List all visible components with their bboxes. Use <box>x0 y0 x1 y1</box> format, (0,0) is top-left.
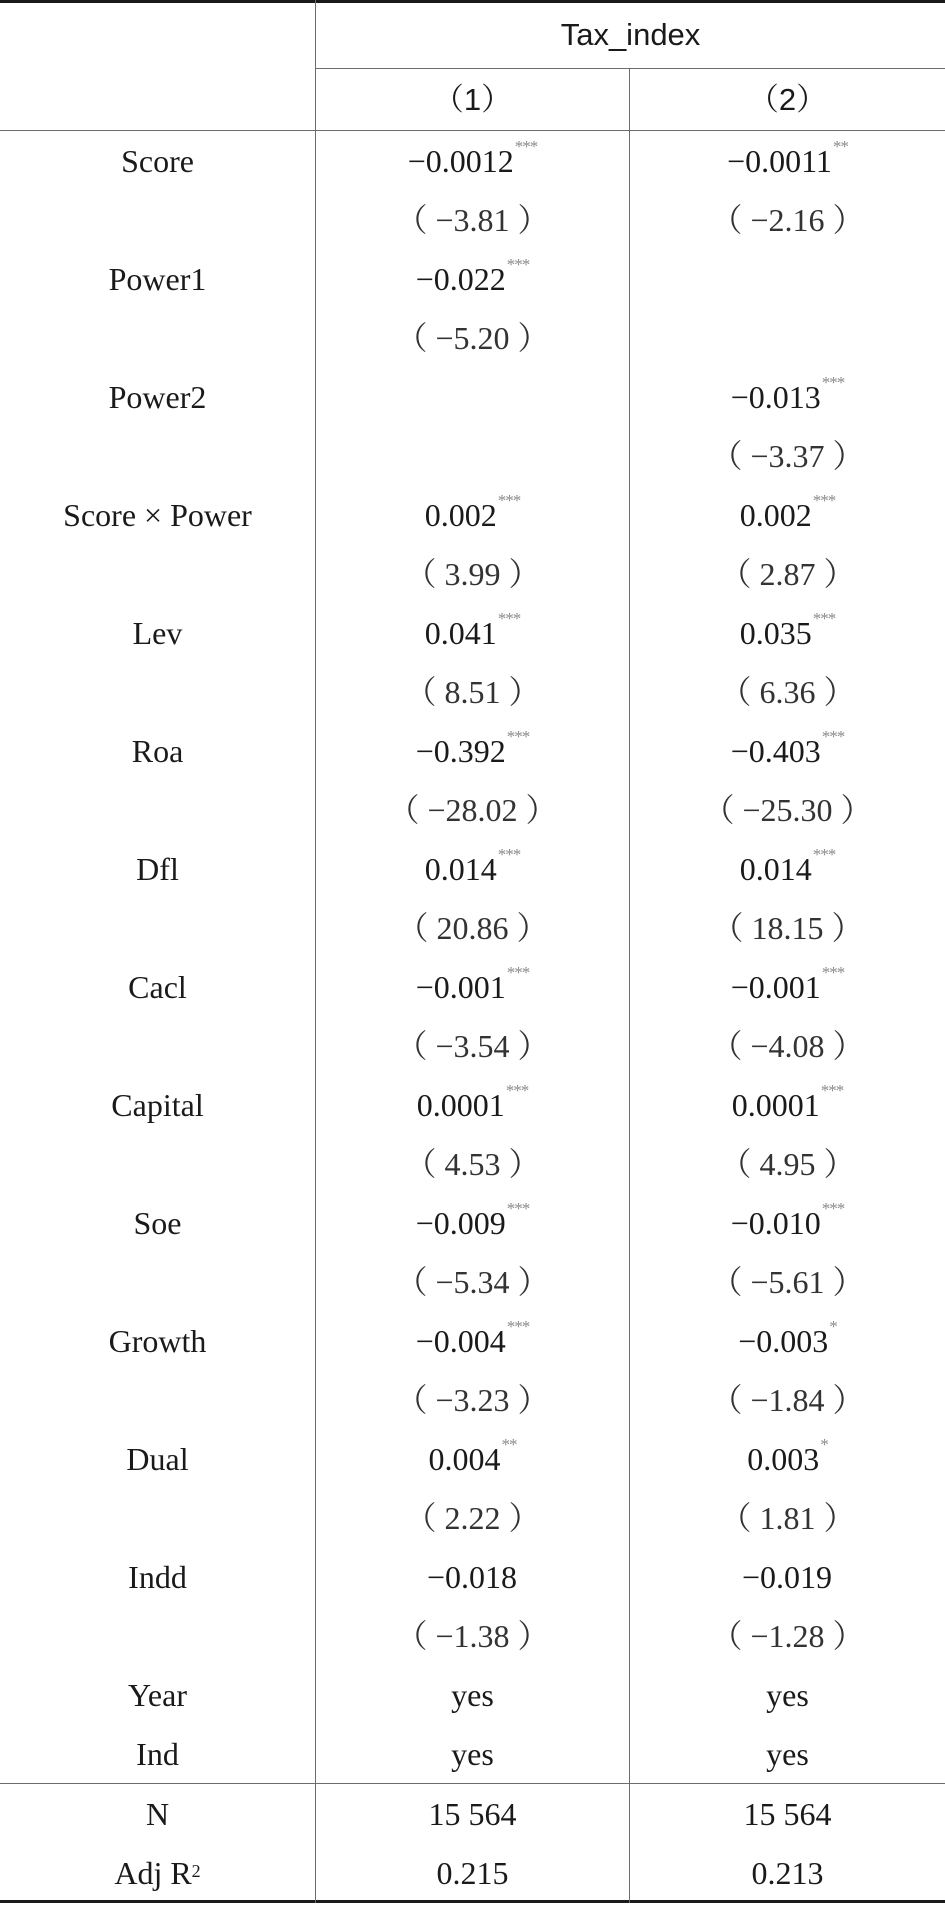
coefficient-value: −0.009 <box>415 1204 506 1241</box>
t-stat-cell-2: （ 18.15 ） <box>711 909 864 946</box>
significance-stars: *** <box>506 963 530 982</box>
coefficient-value: −0.013 <box>730 378 821 415</box>
coefficient-value: −0.001 <box>415 968 506 1005</box>
t-stat-cell-1: （ −5.34 ） <box>395 1263 550 1300</box>
coef-cell-1 <box>316 367 629 426</box>
t-stat-cell-1: （ −3.23 ） <box>395 1381 550 1418</box>
coef-cell-1 <box>316 839 629 898</box>
coef-cell-2 <box>630 839 945 898</box>
row-label: Cacl <box>128 968 187 1005</box>
t-stat-cell-1: （ −1.38 ） <box>395 1617 550 1654</box>
coefficient-value: 0.035 <box>739 614 812 651</box>
coef-cell-1 <box>316 1311 629 1370</box>
row-label: Power2 <box>108 378 207 415</box>
significance-stars: *** <box>821 727 845 746</box>
significance-stars: *** <box>812 845 836 864</box>
significance-stars: * <box>829 1317 837 1336</box>
t-stat-cell-1: （ 3.99 ） <box>404 555 541 592</box>
fixed-effect-label: Ind <box>136 1735 179 1772</box>
significance-stars: *** <box>820 1081 844 1100</box>
coef-cell-2 <box>630 603 945 662</box>
row-label: Score × Power <box>63 496 252 533</box>
row-label: Score <box>121 142 194 179</box>
fixed-effect-cell-1: yes <box>451 1735 494 1772</box>
t-stat-cell-2: （ −4.08 ） <box>710 1027 865 1064</box>
t-stat-cell-1: （ −3.81 ） <box>395 201 550 238</box>
t-stat-cell-1: （ 4.53 ） <box>404 1145 541 1182</box>
footer-cell-2: 0.213 <box>751 1854 824 1891</box>
coefficient-value: 0.003 <box>747 1440 820 1477</box>
footer-cell-2: 15 564 <box>743 1795 832 1832</box>
fixed-effect-cell-1: yes <box>451 1676 494 1713</box>
footer-label-text: N <box>145 1795 170 1832</box>
coef-cell-2 <box>630 485 945 544</box>
coef-cell-2 <box>630 131 945 190</box>
t-stat-cell-2: （ 4.95 ） <box>719 1145 856 1182</box>
footer-label <box>0 1843 315 1902</box>
significance-stars: *** <box>505 1081 529 1100</box>
significance-stars: *** <box>497 609 521 628</box>
coef-cell-1 <box>316 1547 629 1606</box>
fixed-effect-cell-2: yes <box>766 1735 809 1772</box>
fixed-effect-cell-2: yes <box>766 1676 809 1713</box>
coef-cell-1 <box>316 1193 629 1252</box>
t-stat-cell-1: （ 20.86 ） <box>396 909 549 946</box>
significance-stars: *** <box>821 963 845 982</box>
significance-stars: *** <box>497 491 521 510</box>
header-group-title: Tax_index <box>560 16 701 52</box>
coefficient-value: −0.0011 <box>727 142 832 179</box>
t-stat-cell-2: （ 6.36 ） <box>719 673 856 710</box>
footer-label-superscript: 2 <box>191 1860 201 1881</box>
t-stat-cell-1: （ −5.20 ） <box>395 319 550 356</box>
significance-stars: *** <box>812 609 836 628</box>
t-stat-cell-2: （ −5.61 ） <box>710 1263 865 1300</box>
coef-cell-2 <box>630 1429 945 1488</box>
significance-stars: *** <box>506 727 530 746</box>
coefficient-value: −0.004 <box>415 1322 506 1359</box>
significance-stars: ** <box>832 137 848 156</box>
footer-cell-1: 15 564 <box>428 1795 517 1832</box>
t-stat-cell-1: （ 8.51 ） <box>404 673 541 710</box>
t-stat-cell-1: （ −3.54 ） <box>395 1027 550 1064</box>
coefficient-value: 0.0001 <box>731 1086 820 1123</box>
significance-stars: *** <box>514 137 538 156</box>
row-label: Lev <box>132 614 183 651</box>
coef-cell-1 <box>316 721 629 780</box>
significance-stars: *** <box>506 1199 530 1218</box>
t-stat-cell-2: （ −25.30 ） <box>702 791 873 828</box>
coefficient-value: 0.002 <box>739 496 812 533</box>
coef-cell-1 <box>316 1075 629 1134</box>
significance-stars: ** <box>501 1435 517 1454</box>
coef-cell-2 <box>630 957 945 1016</box>
row-label: Indd <box>128 1558 187 1595</box>
row-label: Dfl <box>136 850 179 887</box>
coef-cell-2 <box>630 1075 945 1134</box>
row-label: Roa <box>131 732 184 769</box>
row-label: Soe <box>133 1204 182 1241</box>
header-column-2: （2） <box>747 82 828 117</box>
t-stat-cell-2: （ −3.37 ） <box>710 437 865 474</box>
significance-stars: *** <box>821 1199 845 1218</box>
coefficient-value: −0.019 <box>741 1558 833 1595</box>
coefficient-value: −0.001 <box>730 968 821 1005</box>
coefficient-value: 0.041 <box>424 614 497 651</box>
coef-cell-1 <box>316 603 629 662</box>
coefficient-value: 0.0001 <box>416 1086 505 1123</box>
t-stat-cell-2: （ −1.28 ） <box>710 1617 865 1654</box>
footer-label-text: Adj R <box>114 1854 192 1891</box>
footer-cell-1: 0.215 <box>436 1854 509 1891</box>
coefficient-value: −0.403 <box>730 732 821 769</box>
coefficient-value: −0.022 <box>415 260 506 297</box>
significance-stars: *** <box>506 255 530 274</box>
coef-cell-2 <box>630 721 945 780</box>
t-stat-cell-1 <box>316 426 629 485</box>
coef-cell-2 <box>630 249 945 308</box>
significance-stars: *** <box>812 491 836 510</box>
coef-cell-2 <box>630 367 945 426</box>
coefficient-value: −0.018 <box>426 1558 518 1595</box>
fixed-effect-label: Year <box>128 1676 187 1713</box>
t-stat-cell-2: （ 2.87 ） <box>719 555 856 592</box>
t-stat-cell-1: （ −28.02 ） <box>387 791 558 828</box>
t-stat-cell-2: （ 1.81 ） <box>719 1499 856 1536</box>
coefficient-value: 0.002 <box>424 496 497 533</box>
coef-cell-1 <box>316 957 629 1016</box>
coef-cell-1 <box>316 485 629 544</box>
coef-cell-1 <box>316 131 629 190</box>
significance-stars: *** <box>506 1317 530 1336</box>
coefficient-value: 0.014 <box>739 850 812 887</box>
significance-stars: *** <box>821 373 845 392</box>
coefficient-value: −0.010 <box>730 1204 821 1241</box>
footer-label <box>0 1784 315 1843</box>
coefficient-value: 0.004 <box>428 1440 501 1477</box>
coef-cell-1 <box>316 1429 629 1488</box>
coefficient-value: −0.003 <box>738 1322 829 1359</box>
t-stat-cell-2 <box>630 308 945 367</box>
t-stat-cell-2: （ −1.84 ） <box>710 1381 865 1418</box>
coefficient-value: −0.392 <box>415 732 506 769</box>
t-stat-cell-1: （ 2.22 ） <box>404 1499 541 1536</box>
coefficient-value: −0.0012 <box>407 142 514 179</box>
coef-cell-2 <box>630 1547 945 1606</box>
coef-cell-2 <box>630 1311 945 1370</box>
row-label: Growth <box>108 1322 207 1359</box>
row-label: Dual <box>126 1440 189 1477</box>
significance-stars: *** <box>497 845 521 864</box>
t-stat-cell-2: （ −2.16 ） <box>710 201 865 238</box>
coef-cell-1 <box>316 249 629 308</box>
row-label: Capital <box>111 1086 204 1123</box>
significance-stars: * <box>820 1435 828 1454</box>
coef-cell-2 <box>630 1193 945 1252</box>
coefficient-value: 0.014 <box>424 850 497 887</box>
header-column-1: （1） <box>432 82 513 117</box>
row-label: Power1 <box>108 260 207 297</box>
